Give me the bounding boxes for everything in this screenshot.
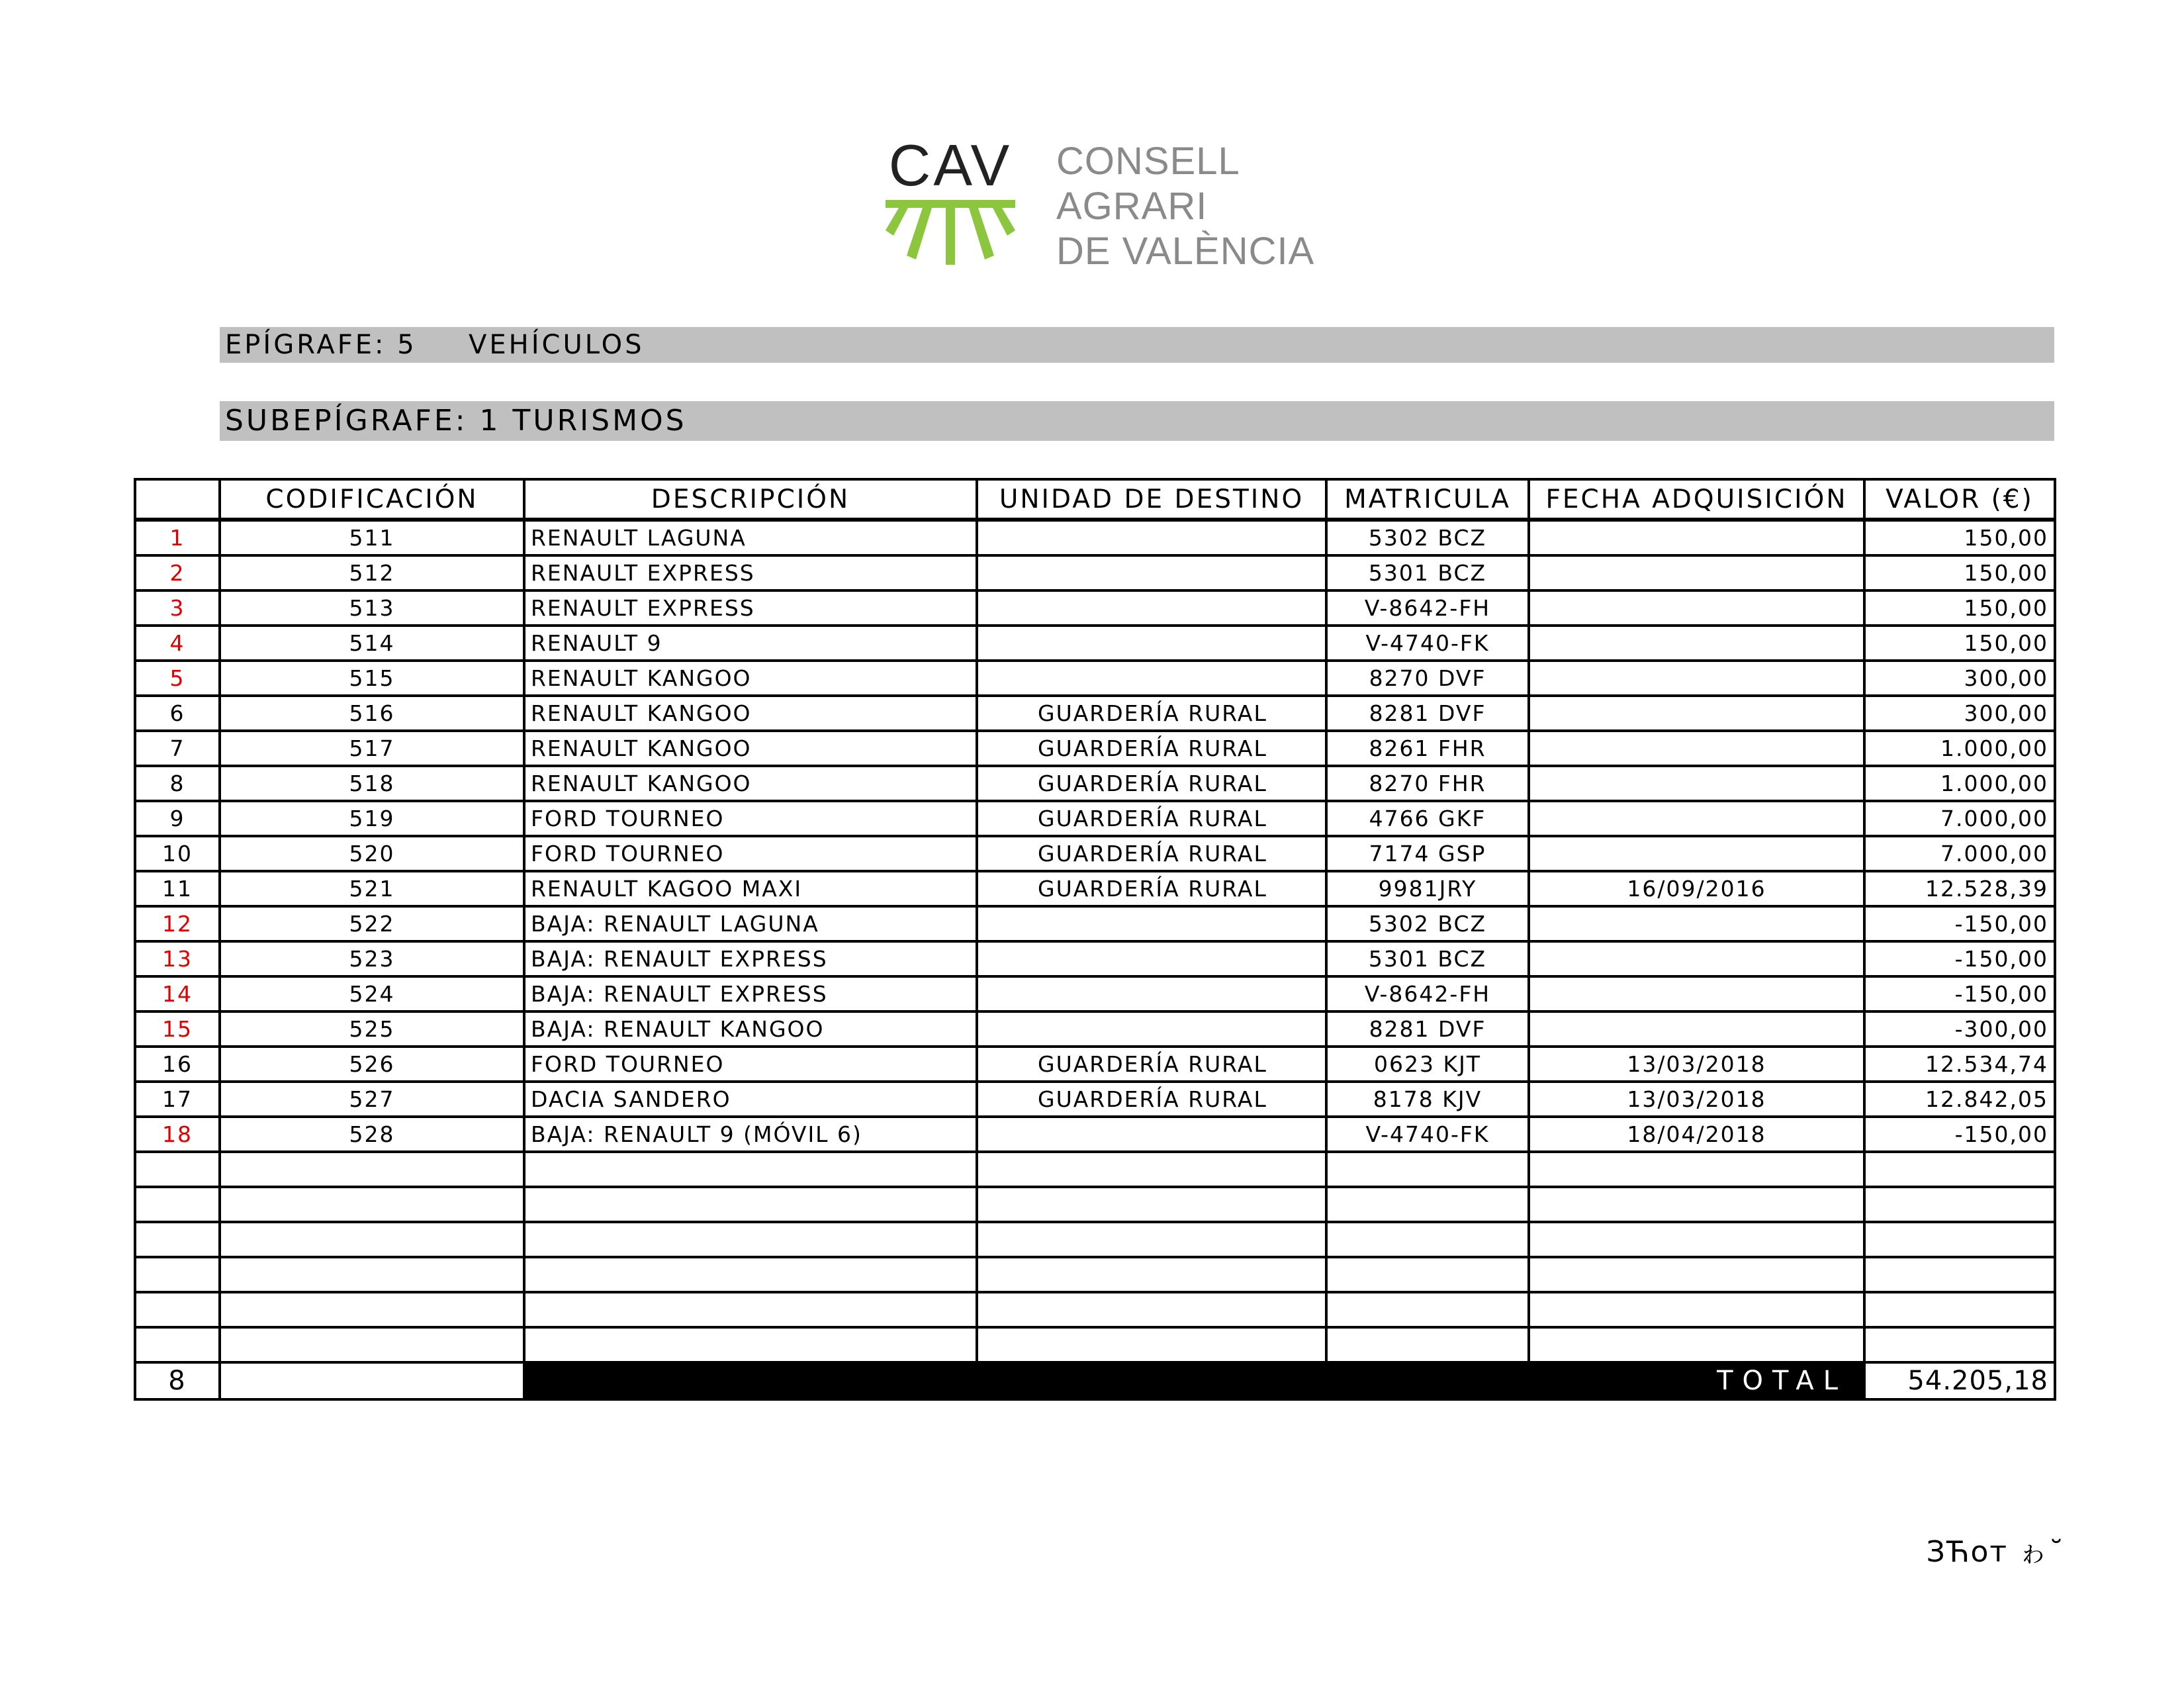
cell-unidad-destino xyxy=(977,590,1326,626)
header-matricula: MATRICULA xyxy=(1326,479,1529,520)
cell-matricula: 5302 BCZ xyxy=(1326,520,1529,555)
empty-cell xyxy=(1529,1152,1864,1187)
empty-cell xyxy=(1326,1152,1529,1187)
cell-fecha xyxy=(1529,801,1864,836)
empty-cell xyxy=(220,1187,524,1222)
empty-table-row xyxy=(135,1257,2055,1292)
empty-table-row xyxy=(135,1327,2055,1362)
cav-logo xyxy=(884,136,1328,273)
logo-line-1: CONSELL xyxy=(1056,140,1240,183)
empty-cell xyxy=(977,1222,1326,1257)
cell-fecha: 13/03/2018 xyxy=(1529,1047,1864,1082)
cell-fecha xyxy=(1529,906,1864,941)
cell-valor: 12.534,74 xyxy=(1864,1047,2055,1082)
empty-cell xyxy=(220,1327,524,1362)
cell-codificacion: 514 xyxy=(220,626,524,661)
table-row xyxy=(135,696,2055,731)
table-row xyxy=(135,766,2055,801)
table-row xyxy=(135,1082,2055,1117)
table-row xyxy=(135,626,2055,661)
cell-unidad-destino: GUARDERÍA RURAL xyxy=(977,766,1326,801)
inventory-table xyxy=(134,478,2056,1401)
cell-valor: 7.000,00 xyxy=(1864,801,2055,836)
empty-cell xyxy=(1326,1327,1529,1362)
cell-descripcion: RENAULT EXPRESS xyxy=(524,555,977,590)
cell-codificacion: 522 xyxy=(220,906,524,941)
empty-cell xyxy=(524,1292,977,1327)
empty-cell xyxy=(524,1257,977,1292)
empty-cell xyxy=(1864,1327,2055,1362)
cell-matricula: V-8642-FH xyxy=(1326,590,1529,626)
cell-codificacion: 520 xyxy=(220,836,524,871)
table-row xyxy=(135,941,2055,976)
cell-descripcion: RENAULT KANGOO xyxy=(524,766,977,801)
row-index: 1 xyxy=(135,520,220,555)
cell-codificacion: 519 xyxy=(220,801,524,836)
cell-valor: 150,00 xyxy=(1864,590,2055,626)
empty-cell xyxy=(524,1152,977,1187)
cell-descripcion: FORD TOURNEO xyxy=(524,1047,977,1082)
cell-fecha xyxy=(1529,626,1864,661)
empty-cell xyxy=(220,1257,524,1292)
cell-descripcion: FORD TOURNEO xyxy=(524,801,977,836)
cell-unidad-destino: GUARDERÍA RURAL xyxy=(977,871,1326,906)
header-valor: VALOR (€) xyxy=(1864,479,2055,520)
cell-unidad-destino xyxy=(977,661,1326,696)
total-label: TOTAL xyxy=(524,1362,1864,1399)
cell-valor: -150,00 xyxy=(1864,1117,2055,1152)
empty-cell xyxy=(135,1222,220,1257)
empty-cell xyxy=(977,1292,1326,1327)
header-unidad-destino: UNIDAD DE DESTINO xyxy=(977,479,1326,520)
table-row xyxy=(135,731,2055,766)
empty-cell xyxy=(1326,1257,1529,1292)
table-row xyxy=(135,590,2055,626)
table-row xyxy=(135,1117,2055,1152)
subepigrafe-bar xyxy=(220,401,2054,441)
empty-cell xyxy=(135,1292,220,1327)
cell-valor: 12.528,39 xyxy=(1864,871,2055,906)
cell-unidad-destino: GUARDERÍA RURAL xyxy=(977,836,1326,871)
total-empty-cell xyxy=(220,1362,524,1399)
cell-matricula: 8270 DVF xyxy=(1326,661,1529,696)
cell-valor: 12.842,05 xyxy=(1864,1082,2055,1117)
cell-fecha xyxy=(1529,766,1864,801)
cell-fecha xyxy=(1529,1011,1864,1047)
cell-matricula: 8281 DVF xyxy=(1326,1011,1529,1047)
cell-matricula: 8281 DVF xyxy=(1326,696,1529,731)
empty-cell xyxy=(1326,1187,1529,1222)
row-index: 14 xyxy=(135,976,220,1011)
cell-codificacion: 526 xyxy=(220,1047,524,1082)
empty-cell xyxy=(1864,1152,2055,1187)
cell-matricula: 5301 BCZ xyxy=(1326,941,1529,976)
table-row xyxy=(135,520,2055,555)
row-index: 6 xyxy=(135,696,220,731)
cell-fecha xyxy=(1529,836,1864,871)
cell-descripcion: RENAULT LAGUNA xyxy=(524,520,977,555)
header-index xyxy=(135,479,220,520)
cell-codificacion: 517 xyxy=(220,731,524,766)
inventory-table-wrapper xyxy=(134,478,2056,1401)
cell-matricula: 8178 KJV xyxy=(1326,1082,1529,1117)
cell-valor: 150,00 xyxy=(1864,520,2055,555)
cell-fecha xyxy=(1529,555,1864,590)
empty-cell xyxy=(977,1257,1326,1292)
empty-cell xyxy=(1864,1257,2055,1292)
cell-fecha xyxy=(1529,976,1864,1011)
table-row xyxy=(135,1047,2055,1082)
row-index: 8 xyxy=(135,766,220,801)
cell-matricula: V-4740-FK xyxy=(1326,626,1529,661)
header-descripcion: DESCRIPCIÓN xyxy=(524,479,977,520)
footer-code: ЗЋот ゎ˘ xyxy=(1926,1535,2065,1569)
logo-mark-text: CAV xyxy=(888,136,1013,198)
row-index: 13 xyxy=(135,941,220,976)
row-index: 5 xyxy=(135,661,220,696)
row-index: 16 xyxy=(135,1047,220,1082)
empty-cell xyxy=(977,1327,1326,1362)
table-row xyxy=(135,801,2055,836)
empty-cell xyxy=(220,1152,524,1187)
cell-codificacion: 511 xyxy=(220,520,524,555)
cell-codificacion: 524 xyxy=(220,976,524,1011)
cell-codificacion: 523 xyxy=(220,941,524,976)
empty-table-row xyxy=(135,1222,2055,1257)
cell-valor: 300,00 xyxy=(1864,661,2055,696)
row-index: 18 xyxy=(135,1117,220,1152)
cell-matricula: 5302 BCZ xyxy=(1326,906,1529,941)
row-index: 4 xyxy=(135,626,220,661)
table-header-row xyxy=(135,479,2055,520)
cell-matricula: 0623 KJT xyxy=(1326,1047,1529,1082)
total-value: 54.205,18 xyxy=(1864,1362,2055,1399)
cell-descripcion: FORD TOURNEO xyxy=(524,836,977,871)
cell-fecha xyxy=(1529,590,1864,626)
cell-unidad-destino: GUARDERÍA RURAL xyxy=(977,696,1326,731)
cell-valor: 7.000,00 xyxy=(1864,836,2055,871)
cell-descripcion: BAJA: RENAULT KANGOO xyxy=(524,1011,977,1047)
cell-matricula: 5301 BCZ xyxy=(1326,555,1529,590)
logo-line-3: DE VALÈNCIA xyxy=(1056,230,1315,273)
cell-unidad-destino: GUARDERÍA RURAL xyxy=(977,801,1326,836)
cell-descripcion: RENAULT KANGOO xyxy=(524,696,977,731)
table-row xyxy=(135,906,2055,941)
empty-table-row xyxy=(135,1292,2055,1327)
row-index: 10 xyxy=(135,836,220,871)
cell-matricula: 7174 GSP xyxy=(1326,836,1529,871)
cell-descripcion: BAJA: RENAULT EXPRESS xyxy=(524,976,977,1011)
cell-valor: -150,00 xyxy=(1864,976,2055,1011)
cell-fecha xyxy=(1529,696,1864,731)
epigrafe-label: EPÍGRAFE: 5 xyxy=(225,330,417,360)
cell-valor: -300,00 xyxy=(1864,1011,2055,1047)
empty-cell xyxy=(135,1152,220,1187)
cell-descripcion: RENAULT 9 xyxy=(524,626,977,661)
empty-cell xyxy=(977,1187,1326,1222)
cell-unidad-destino xyxy=(977,555,1326,590)
cell-fecha: 13/03/2018 xyxy=(1529,1082,1864,1117)
cell-codificacion: 512 xyxy=(220,555,524,590)
row-index: 12 xyxy=(135,906,220,941)
cell-unidad-destino xyxy=(977,1011,1326,1047)
total-count: 8 xyxy=(135,1362,220,1399)
row-index: 17 xyxy=(135,1082,220,1117)
cell-codificacion: 528 xyxy=(220,1117,524,1152)
cell-codificacion: 515 xyxy=(220,661,524,696)
cell-fecha xyxy=(1529,520,1864,555)
row-index: 9 xyxy=(135,801,220,836)
cell-fecha xyxy=(1529,731,1864,766)
empty-cell xyxy=(220,1292,524,1327)
empty-cell xyxy=(977,1152,1326,1187)
empty-cell xyxy=(524,1222,977,1257)
cell-matricula: V-4740-FK xyxy=(1326,1117,1529,1152)
epigrafe-bar xyxy=(220,327,2054,363)
cell-matricula: 8270 FHR xyxy=(1326,766,1529,801)
cell-valor: 1.000,00 xyxy=(1864,766,2055,801)
cell-fecha xyxy=(1529,941,1864,976)
table-row xyxy=(135,555,2055,590)
logo-text xyxy=(1056,139,1314,274)
row-index: 2 xyxy=(135,555,220,590)
cell-descripcion: BAJA: RENAULT 9 (MÓVIL 6) xyxy=(524,1117,977,1152)
cell-unidad-destino: GUARDERÍA RURAL xyxy=(977,1047,1326,1082)
cell-descripcion: DACIA SANDERO xyxy=(524,1082,977,1117)
header-fecha-adquisicion: FECHA ADQUISICIÓN xyxy=(1529,479,1864,520)
cell-codificacion: 521 xyxy=(220,871,524,906)
cell-descripcion: BAJA: RENAULT LAGUNA xyxy=(524,906,977,941)
cell-codificacion: 513 xyxy=(220,590,524,626)
table-row xyxy=(135,871,2055,906)
epigrafe-name: VEHÍCULOS xyxy=(469,330,645,360)
total-row xyxy=(135,1362,2055,1399)
cell-valor: -150,00 xyxy=(1864,941,2055,976)
empty-cell xyxy=(1864,1292,2055,1327)
logo-line-2: AGRARI xyxy=(1056,185,1208,228)
subepigrafe-label: SUBEPÍGRAFE: 1 TURISMOS xyxy=(225,404,687,438)
empty-cell xyxy=(524,1187,977,1222)
empty-table-row xyxy=(135,1187,2055,1222)
cell-descripcion: RENAULT EXPRESS xyxy=(524,590,977,626)
table-row xyxy=(135,1011,2055,1047)
cell-unidad-destino xyxy=(977,520,1326,555)
table-row xyxy=(135,836,2055,871)
empty-cell xyxy=(1529,1327,1864,1362)
cell-unidad-destino xyxy=(977,941,1326,976)
cell-descripcion: RENAULT KANGOO xyxy=(524,661,977,696)
cell-valor: 300,00 xyxy=(1864,696,2055,731)
cell-fecha xyxy=(1529,661,1864,696)
cell-descripcion: BAJA: RENAULT EXPRESS xyxy=(524,941,977,976)
empty-cell xyxy=(220,1222,524,1257)
cell-matricula: 8261 FHR xyxy=(1326,731,1529,766)
cell-codificacion: 527 xyxy=(220,1082,524,1117)
cell-valor: 150,00 xyxy=(1864,626,2055,661)
cell-codificacion: 518 xyxy=(220,766,524,801)
cell-fecha: 16/09/2016 xyxy=(1529,871,1864,906)
cell-valor: -150,00 xyxy=(1864,906,2055,941)
cell-descripcion: RENAULT KANGOO xyxy=(524,731,977,766)
cell-matricula: 4766 GKF xyxy=(1326,801,1529,836)
empty-cell xyxy=(1326,1292,1529,1327)
cell-unidad-destino xyxy=(977,976,1326,1011)
table-row xyxy=(135,976,2055,1011)
cell-unidad-destino: GUARDERÍA RURAL xyxy=(977,1082,1326,1117)
row-index: 3 xyxy=(135,590,220,626)
cell-codificacion: 525 xyxy=(220,1011,524,1047)
cell-unidad-destino xyxy=(977,906,1326,941)
empty-cell xyxy=(135,1187,220,1222)
empty-cell xyxy=(1529,1257,1864,1292)
cell-unidad-destino xyxy=(977,1117,1326,1152)
cell-codificacion: 516 xyxy=(220,696,524,731)
empty-cell xyxy=(135,1257,220,1292)
cell-descripcion: RENAULT KAGOO MAXI xyxy=(524,871,977,906)
cav-logo-mark xyxy=(884,136,1017,269)
row-index: 11 xyxy=(135,871,220,906)
empty-cell xyxy=(1864,1222,2055,1257)
empty-cell xyxy=(524,1327,977,1362)
cell-unidad-destino xyxy=(977,626,1326,661)
empty-cell xyxy=(135,1327,220,1362)
cell-fecha: 18/04/2018 xyxy=(1529,1117,1864,1152)
row-index: 7 xyxy=(135,731,220,766)
table-row xyxy=(135,661,2055,696)
empty-cell xyxy=(1529,1187,1864,1222)
empty-cell xyxy=(1326,1222,1529,1257)
cell-matricula: 9981JRY xyxy=(1326,871,1529,906)
header-codificacion: CODIFICACIÓN xyxy=(220,479,524,520)
row-index: 15 xyxy=(135,1011,220,1047)
cell-valor: 150,00 xyxy=(1864,555,2055,590)
cell-valor: 1.000,00 xyxy=(1864,731,2055,766)
cell-unidad-destino: GUARDERÍA RURAL xyxy=(977,731,1326,766)
empty-cell xyxy=(1529,1222,1864,1257)
cell-matricula: V-8642-FH xyxy=(1326,976,1529,1011)
empty-table-row xyxy=(135,1152,2055,1187)
empty-cell xyxy=(1529,1292,1864,1327)
empty-cell xyxy=(1864,1187,2055,1222)
